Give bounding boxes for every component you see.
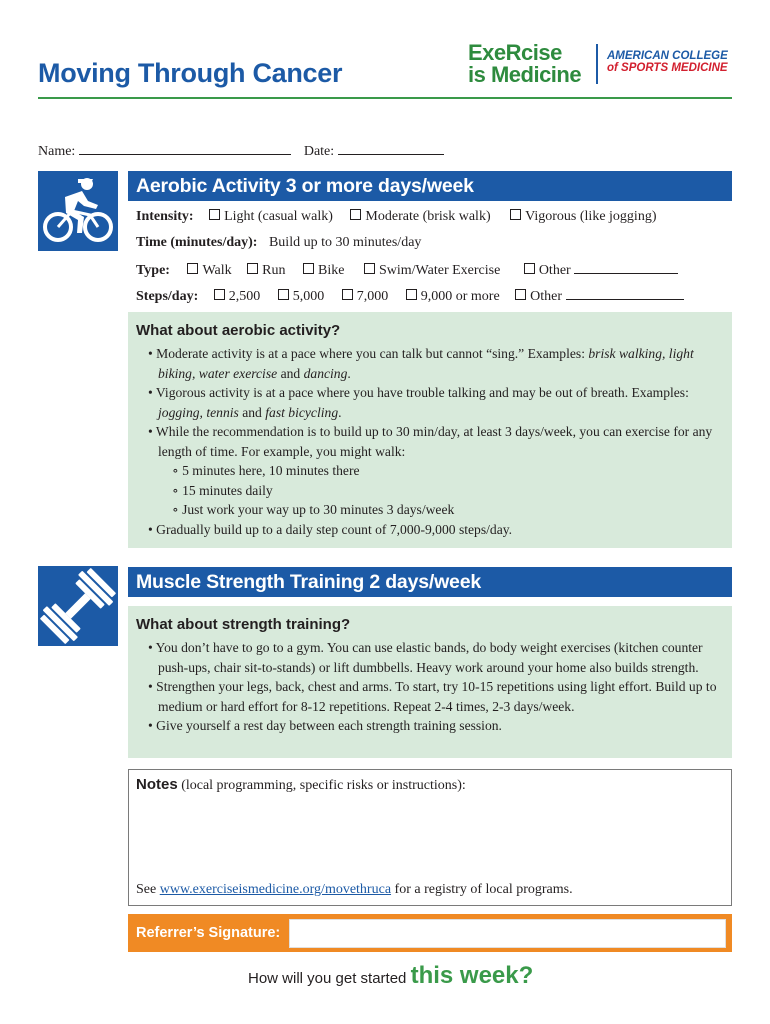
strength-info-panel bbox=[128, 606, 732, 758]
strength-bullet-strengthen: • Strengthen your legs, back, chest and arms. To start, try 10-15 repetitions using light effort. Build up to medium or hard effort for 8-12 repetitions. Repeat 2-4 times, 2-3 days/week. bbox=[148, 679, 717, 714]
checkbox[interactable] bbox=[510, 209, 521, 220]
logo-line-2: is Medicine bbox=[468, 62, 582, 87]
strength-panel-heading: What about strength training? bbox=[136, 616, 351, 633]
checkbox[interactable] bbox=[364, 263, 375, 274]
name-date-row bbox=[38, 142, 444, 160]
notes-label-rest: (local programming, specific risks or instructions): bbox=[177, 778, 466, 793]
header-rule bbox=[38, 97, 732, 99]
aerobic-bullet-steps: • Gradually build up to a daily step count of 7,000-9,000 steps/day. bbox=[148, 521, 513, 537]
referrer-signature-field[interactable] bbox=[289, 919, 726, 948]
registry-link[interactable]: www.exerciseismedicine.org/movethruca bbox=[159, 882, 392, 897]
checkbox[interactable] bbox=[303, 263, 314, 274]
referrer-label: Referrer’s Signature: bbox=[136, 925, 281, 941]
type-run-option[interactable]: Run bbox=[247, 263, 285, 279]
intensity-light-option[interactable]: Light (casual walk) bbox=[209, 209, 333, 225]
steps-row bbox=[136, 287, 684, 305]
logo-divider bbox=[596, 44, 598, 84]
acsm-line-2: of SPORTS MEDICINE bbox=[607, 62, 728, 74]
name-field[interactable] bbox=[79, 142, 291, 155]
checkbox[interactable] bbox=[214, 289, 225, 300]
checkbox[interactable] bbox=[187, 263, 198, 274]
footer-tagline bbox=[248, 962, 533, 990]
date-field[interactable] bbox=[338, 142, 444, 155]
checkbox[interactable] bbox=[209, 209, 220, 220]
checkbox[interactable] bbox=[342, 289, 353, 300]
checkbox[interactable] bbox=[406, 289, 417, 300]
name-label: Name: bbox=[38, 144, 76, 159]
notes-label: Notes bbox=[136, 776, 178, 793]
aerobic-sub-bullet: ∘ 5 minutes here, 10 minutes there bbox=[172, 463, 360, 478]
checkbox[interactable] bbox=[524, 263, 535, 274]
footer-emphasis: this week? bbox=[410, 962, 534, 989]
time-value: Build up to 30 minutes/day bbox=[268, 235, 422, 250]
aerobic-bullet-moderate: • Moderate activity is at a pace where you can talk but cannot “sing.” Examples: brisk walking, light biking, water exercise and dancing. bbox=[148, 346, 694, 381]
registry-line: See www.exerciseismedicine.org/movethruca for a registry of local programs. bbox=[136, 882, 573, 897]
aerobic-heading: Aerobic Activity 3 or more days/week bbox=[128, 171, 732, 201]
intensity-vigorous-option[interactable]: Vigorous (like jogging) bbox=[510, 209, 656, 225]
footer-text: How will you get started bbox=[248, 970, 411, 987]
strength-bullet-gym: • You don’t have to go to a gym. You can use elastic bands, do body weight exercises (kitchen counter push-ups, chair sit-to-stands) or lift dumbbells. Heavy work around your home also builds strength. bbox=[148, 640, 703, 675]
steps-other-field[interactable] bbox=[566, 287, 684, 300]
aerobic-sub-bullet: ∘ Just work your way up to 30 minutes 3 days/week bbox=[172, 502, 455, 517]
type-label: Type: bbox=[136, 263, 170, 278]
time-label: Time (minutes/day): bbox=[136, 235, 258, 250]
steps-9000-option[interactable]: 9,000 or more bbox=[406, 289, 500, 305]
strength-heading: Muscle Strength Training 2 days/week bbox=[128, 567, 732, 597]
type-walk-option[interactable]: Walk bbox=[187, 263, 231, 279]
strength-bullet-rest: • Give yourself a rest day between each strength training session. bbox=[148, 718, 502, 733]
steps-7000-option[interactable]: 7,000 bbox=[342, 289, 389, 305]
type-other-field[interactable] bbox=[574, 261, 678, 274]
aerobic-sub-bullet: ∘ 15 minutes daily bbox=[172, 482, 273, 498]
exercise-is-medicine-logo bbox=[468, 42, 598, 88]
acsm-logo bbox=[607, 50, 728, 74]
intensity-row bbox=[136, 209, 656, 225]
dumbbell-icon bbox=[38, 566, 118, 646]
checkbox[interactable] bbox=[350, 209, 361, 220]
checkbox[interactable] bbox=[278, 289, 289, 300]
checkbox[interactable] bbox=[515, 289, 526, 300]
aerobic-info-panel bbox=[128, 312, 732, 548]
date-label: Date: bbox=[303, 144, 335, 159]
type-bike-option[interactable]: Bike bbox=[303, 263, 344, 279]
steps-other-option[interactable]: Other bbox=[515, 287, 683, 305]
intensity-label: Intensity: bbox=[136, 209, 194, 224]
aerobic-panel-heading: What about aerobic activity? bbox=[136, 322, 341, 339]
steps-2500-option[interactable]: 2,500 bbox=[214, 289, 261, 305]
checkbox[interactable] bbox=[247, 263, 258, 274]
notes-heading bbox=[136, 776, 466, 794]
aerobic-bullet-recommendation: • While the recommendation is to build up to 30 min/day, at least 3 days/week, you can exercise for any length of time. For example, you might walk: bbox=[148, 424, 713, 459]
steps-5000-option[interactable]: 5,000 bbox=[278, 289, 325, 305]
time-row bbox=[136, 235, 421, 251]
logo-line-1: ExeRcise bbox=[468, 40, 562, 65]
acsm-line-1: AMERICAN COLLEGE bbox=[607, 50, 728, 62]
steps-label: Steps/day: bbox=[136, 289, 199, 304]
aerobic-bullet-vigorous: • Vigorous activity is at a pace where you have trouble talking and may be out of breath. Examples: jogging, tennis and fast bicycling. bbox=[148, 385, 689, 420]
page-title: Moving Through Cancer bbox=[38, 58, 343, 88]
intensity-moderate-option[interactable]: Moderate (brisk walk) bbox=[350, 209, 490, 225]
type-row bbox=[136, 261, 678, 279]
type-other-option[interactable]: Other bbox=[524, 261, 678, 279]
cyclist-icon bbox=[38, 171, 118, 251]
type-swim-option[interactable]: Swim/Water Exercise bbox=[364, 263, 500, 279]
